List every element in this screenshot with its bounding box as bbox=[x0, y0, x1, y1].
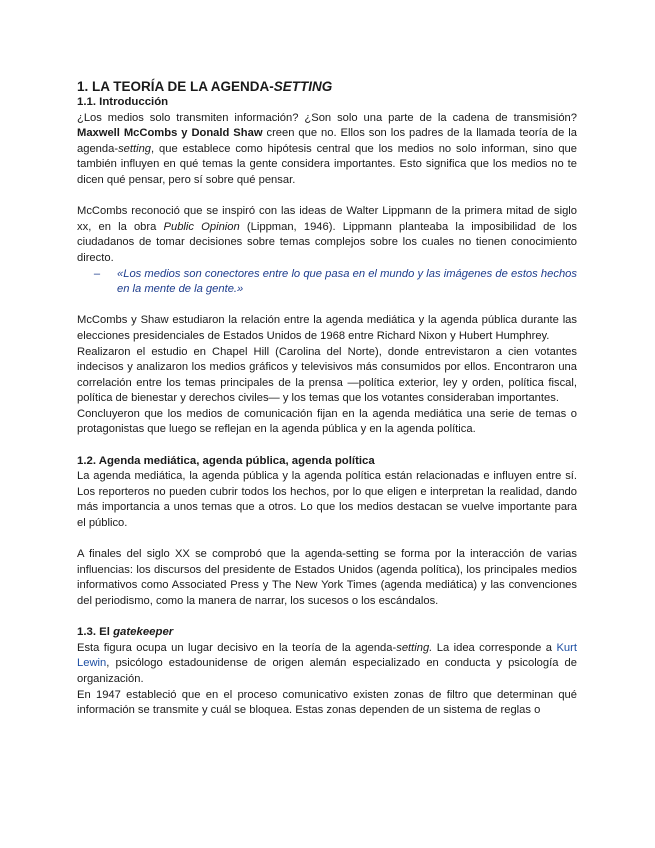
intro-paragraph-2 bbox=[77, 204, 577, 266]
quote-text: «Los medios son conectores entre lo que pasa en el mundo y las imágenes de estos hechos en la mente de la gente.» bbox=[117, 267, 577, 296]
section-heading-agendas: 1.2. Agenda mediática, agenda pública, agenda política bbox=[77, 454, 375, 467]
quote-list-item bbox=[77, 267, 577, 298]
intro-p1-text-a: ¿Los medios solo transmiten información? ¿Son solo una parte de la cadena de transmisión? bbox=[77, 111, 577, 124]
spacer bbox=[77, 298, 577, 314]
section-heading-gatekeeper bbox=[77, 625, 577, 641]
spacer bbox=[77, 532, 577, 548]
intro-p2-text-a: McCombs reconoció que se inspiró con las ideas de Walter Lippmann de la primera mitad de siglo xx, en la obra bbox=[77, 205, 577, 233]
gatekeeper-paragraph-1 bbox=[77, 641, 577, 688]
intro-paragraph-4: Realizaron el estudio en Chapel Hill (Carolina del Norte), donde entrevistaron a cien votantes indecisos y analizaron los medios gráficos y televisivos más consumidos por ellos. Encontraron una correlación entre los temas principales de la prensa —política exterior, ley y orden, política fiscal, política de bienestar y derechos civiles— y los temas que los votantes consideraban importantes. bbox=[77, 345, 577, 405]
agendas-paragraph-2: A finales del siglo XX se comprobó que la agenda-setting se forma por la interacción de varias influencias: los discursos del presidente de Estados Unidos (agenda política), los principales medios informativos como Associated Press y The New York Times (agenda mediática) y las convenciones del periodismo, como la manera de narrar, los sucesos o los escándalos. bbox=[77, 548, 577, 607]
gatekeeper-p1-text-b: La idea corresponde a bbox=[432, 641, 557, 654]
intro-p1-text-b: creen que no. Ellos son los padres de la llamada teoría de la agenda- bbox=[77, 127, 577, 155]
intro-paragraph-1 bbox=[77, 111, 577, 189]
intro-p2-book-title: Public Opinion bbox=[163, 220, 240, 233]
intro-paragraph-3: McCombs y Shaw estudiaron la relación entre la agenda mediática y la agenda pública durante las elecciones presidenciales de Estados Unidos de 1968 entre Richard Nixon y Hubert Humphrey. bbox=[77, 314, 577, 342]
spacer bbox=[77, 438, 577, 454]
kurt-lewin-link[interactable]: Kurt Lewin bbox=[77, 641, 577, 670]
intro-p1-text-c: , que establece como hipótesis central que los medios no solo informan, sino que también influyen en qué temas la gente considera importantes. Esto significa que los medios no te dicen qué pensar, pero sí sobre qué pensar. bbox=[77, 142, 577, 186]
gatekeeper-p1-text-a: Esta figura ocupa un lugar decisivo en la teoría de la agenda- bbox=[77, 641, 397, 654]
chapter-title bbox=[77, 78, 577, 95]
list-dash: – bbox=[93, 267, 101, 280]
agendas-paragraph-1: La agenda mediática, la agenda pública y la agenda política están relacionadas e influyen entre sí. Los reporteros no pueden cubrir todos los hechos, por lo que eligen e interpretan la realidad, dando más importancia a unos temas que a otros. Lo que los medios destacan se vuelve importante para el público. bbox=[77, 470, 577, 530]
gatekeeper-heading-italic: gatekeeper bbox=[113, 626, 174, 639]
spacer bbox=[77, 189, 577, 205]
spacer bbox=[77, 610, 577, 626]
intro-paragraph-5: Concluyeron que los medios de comunicación fijan en la agenda mediática una serie de temas o protagonistas que luego se reflejan en la agenda pública y en la agenda política. bbox=[77, 407, 577, 436]
document-body bbox=[77, 78, 577, 719]
gatekeeper-heading-text: 1.3. El bbox=[77, 626, 114, 639]
chapter-title-italic: SETTING bbox=[273, 79, 333, 94]
intro-p2-text-b: (Lippman, 1946). Lippmann planteaba la imposibilidad de los ciudadanos de tomar decisiones sobre temas complejos sobre los cuales no tienen conocimiento directo. bbox=[77, 220, 578, 264]
gatekeeper-paragraph-2: En 1947 estableció que en el proceso comunicativo existen zonas de filtro que determinan qué información se transmite y cuál se bloquea. Estas zonas dependen de un sistema de reglas o bbox=[77, 688, 577, 717]
gatekeeper-p1-text-c: , psicólogo estadounidense de origen alemán especializado en conducta y psicología de organización. bbox=[77, 657, 577, 685]
gatekeeper-p1-italic: setting. bbox=[396, 641, 433, 654]
intro-p1-authors: Maxwell McCombs y Donald Shaw bbox=[77, 127, 263, 140]
chapter-title-text: 1. LA TEORÍA DE LA AGENDA- bbox=[77, 79, 274, 94]
intro-p1-italic: setting bbox=[118, 142, 152, 155]
section-heading-intro: 1.1. Introducción bbox=[77, 96, 169, 108]
